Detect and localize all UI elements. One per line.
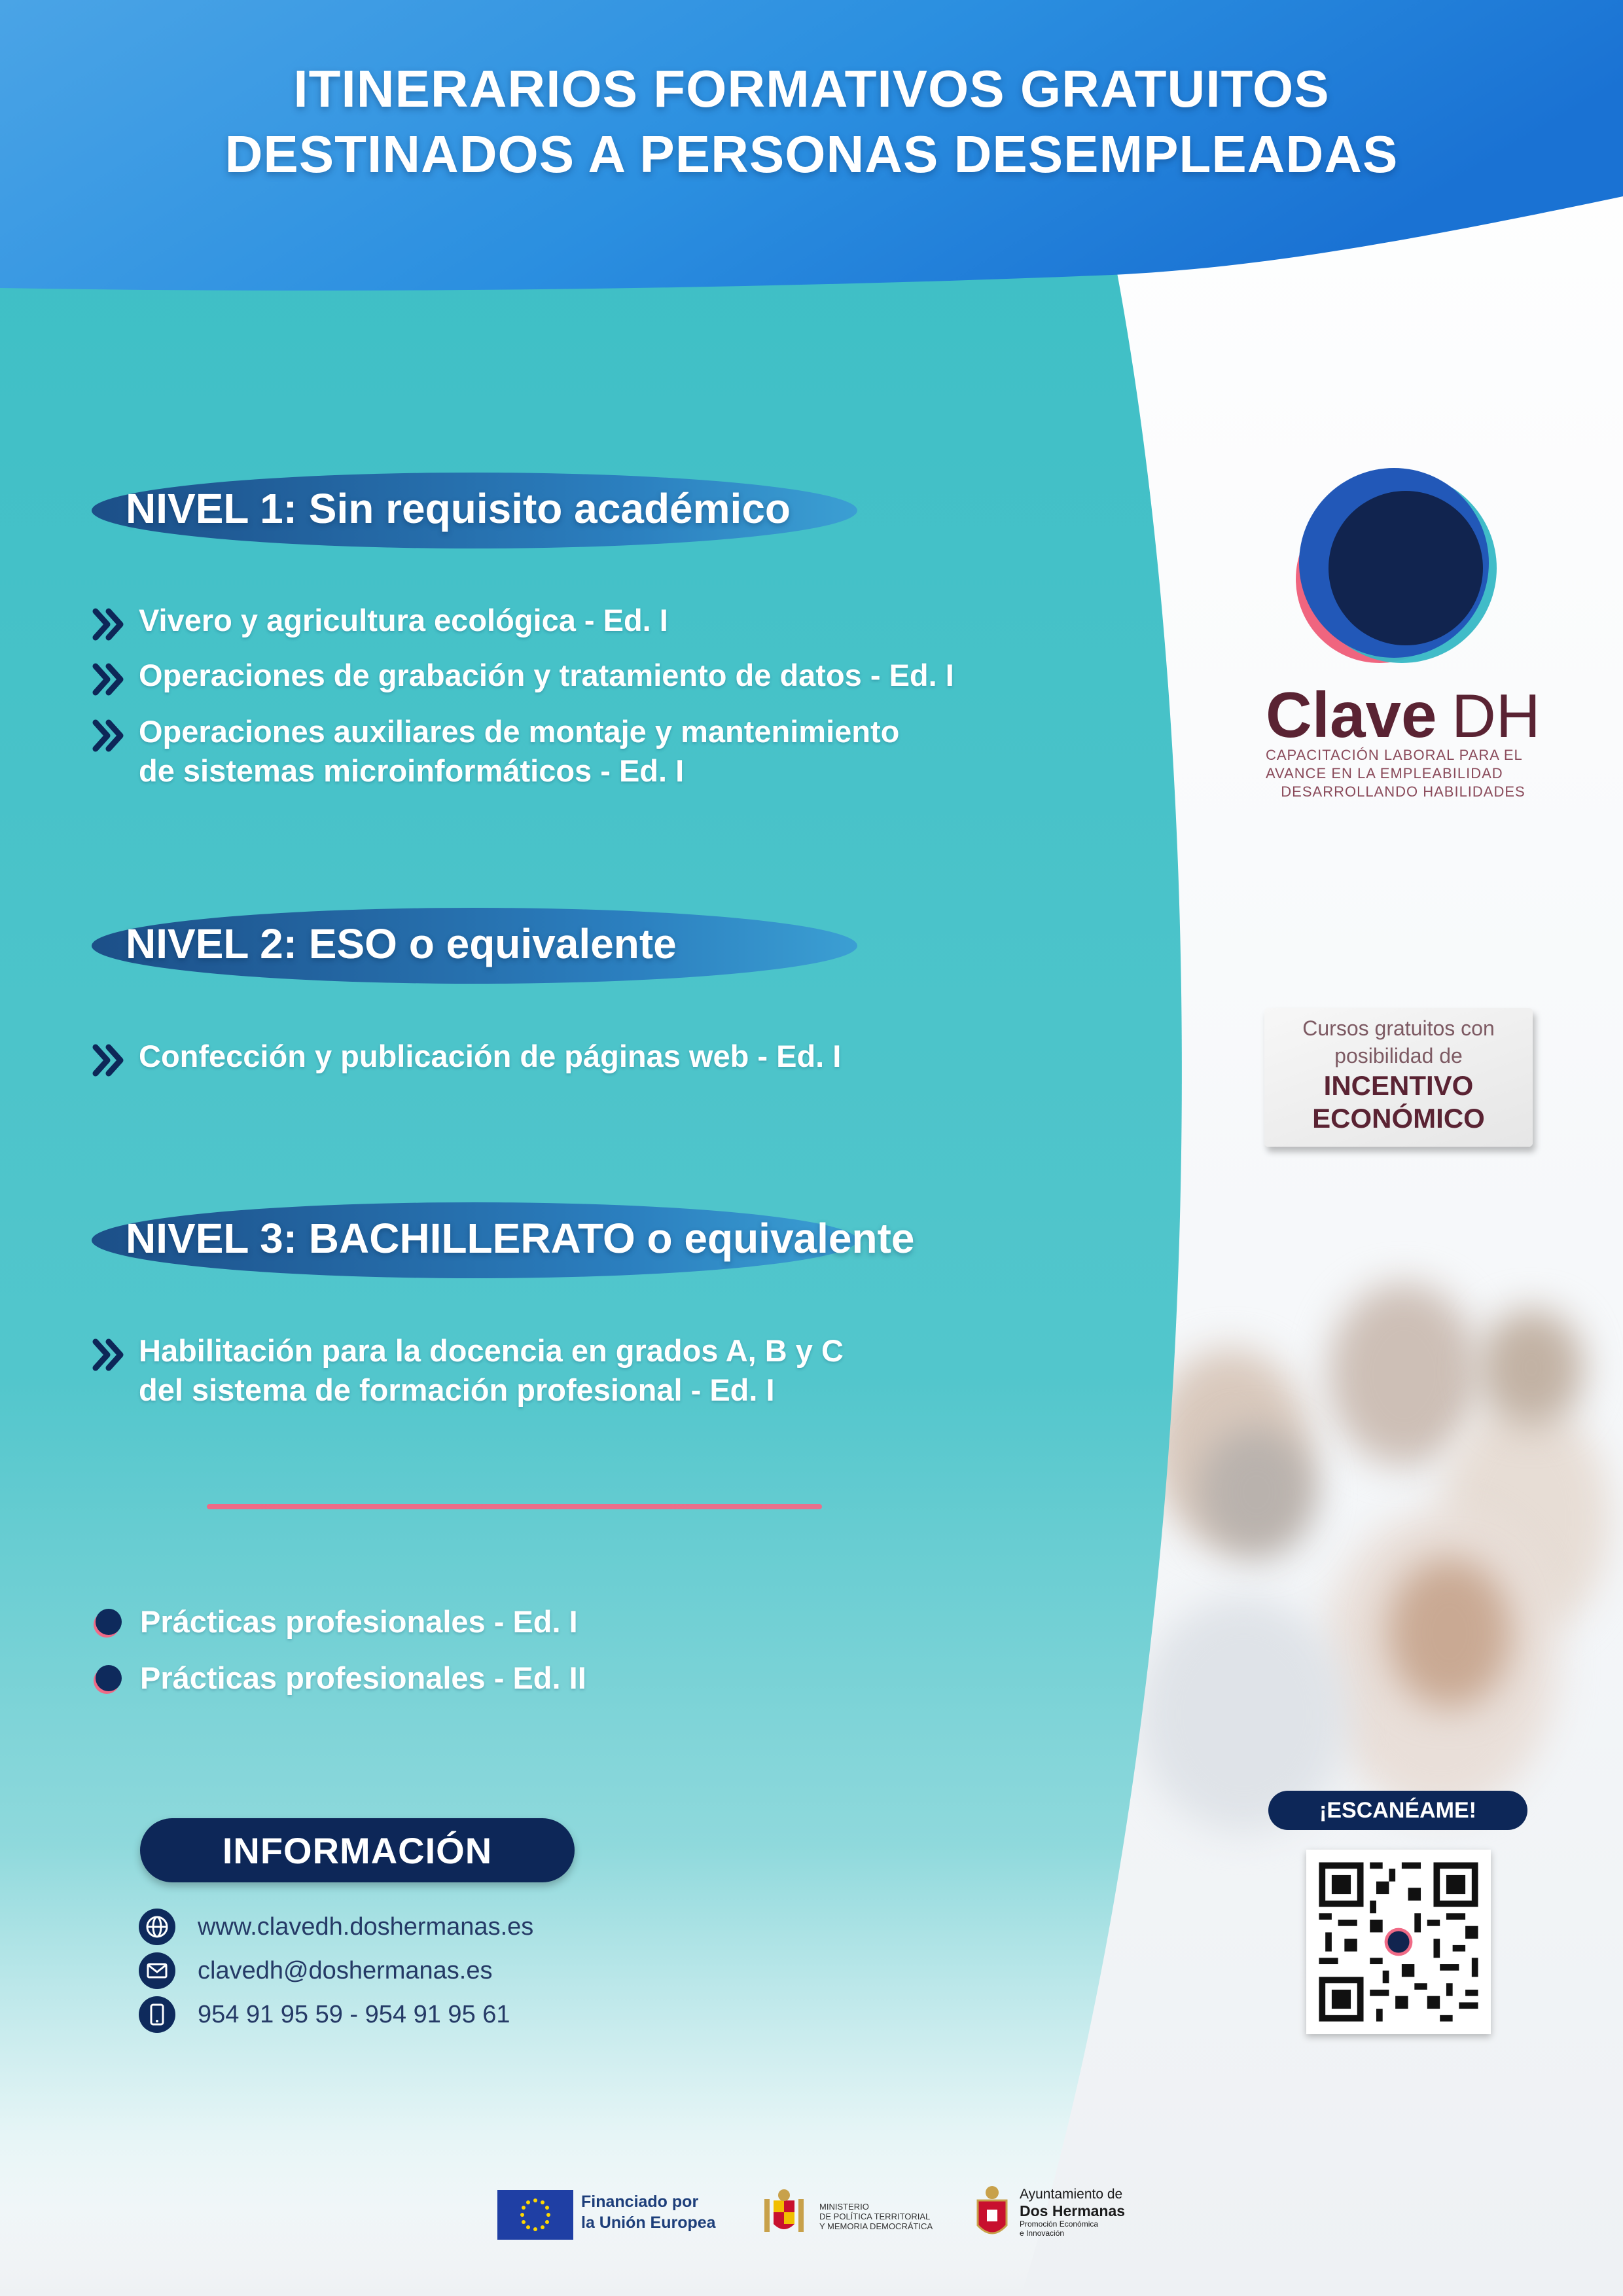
incentive-highlight: ECONÓMICO: [1312, 1103, 1485, 1134]
chevron-double-right-icon: [90, 660, 130, 699]
level-3-title: NIVEL 3: BACHILLERATO o equivalente: [126, 1215, 915, 1262]
course-name: Confección y publicación de páginas web - Ed. I: [139, 1039, 842, 1073]
dos-hermanas-shield-icon: [972, 2185, 1012, 2242]
incentive-box: [1264, 1008, 1533, 1147]
list-item: [90, 1331, 844, 1410]
incentive-highlight: INCENTIVO: [1323, 1070, 1474, 1101]
brand-tagline: [1266, 746, 1541, 801]
eu-text-line: la Unión Europea: [581, 2214, 716, 2232]
ministry-text: [819, 2202, 933, 2231]
course-name: Operaciones auxiliares de montaje y mantenimiento: [139, 714, 900, 749]
ministry-text-line: MINISTERIO: [819, 2202, 869, 2212]
website-row[interactable]: [139, 1909, 533, 1945]
title-line-1: ITINERARIOS FORMATIVOS GRATUITOS: [293, 60, 1330, 118]
list-item: [96, 1602, 578, 1641]
email-row[interactable]: [139, 1952, 493, 1989]
qr-code-pattern: [1306, 1850, 1491, 2034]
bullet-dot-icon: [96, 1609, 122, 1635]
chevron-double-right-icon: [90, 716, 130, 755]
course-name: Habilitación para la docencia en grados A, B y C: [139, 1333, 844, 1368]
brand-name-light: DH: [1451, 681, 1541, 750]
course-name: Operaciones de grabación y tratamiento de datos - Ed. I: [139, 658, 954, 692]
brand-tagline-line: DESARROLLANDO HABILIDADES: [1281, 783, 1525, 800]
ayto-text-line: Dos Hermanas: [1020, 2202, 1126, 2219]
ayto-text-line: e Innovación: [1020, 2229, 1065, 2238]
chevron-double-right-icon: [90, 605, 130, 644]
course-name-continued: de sistemas microinformáticos - Ed. I: [139, 753, 685, 788]
list-item: [90, 712, 899, 791]
brand-tagline-line: AVANCE EN LA EMPLEABILIDAD: [1266, 765, 1503, 781]
website-link[interactable]: www.clavedh.doshermanas.es: [198, 1912, 534, 1941]
ayuntamiento-text: [1020, 2186, 1125, 2238]
ayto-text-line: Promoción Económica: [1020, 2219, 1099, 2229]
chevron-double-right-icon: [90, 1335, 130, 1374]
ministry-text-line: Y MEMORIA DEMOCRÁTICA: [819, 2221, 933, 2231]
list-item: [90, 601, 668, 644]
ministry-text-line: DE POLÍTICA TERRITORIAL: [819, 2212, 931, 2221]
list-item: [90, 1037, 841, 1080]
incentive-text: Cursos gratuitos con: [1302, 1016, 1495, 1040]
email-link[interactable]: clavedh@doshermanas.es: [198, 1956, 493, 1984]
mail-icon: [139, 1952, 175, 1989]
course-name-continued: del sistema de formación profesional - Ed. I: [139, 1372, 775, 1407]
list-item: [96, 1659, 586, 1698]
phone-icon: [139, 1996, 175, 2033]
level-2-title: NIVEL 2: ESO o equivalente: [126, 920, 677, 967]
clave-dh-logo-icon: [1289, 465, 1518, 681]
ayto-text-line: Ayuntamiento de: [1020, 2187, 1123, 2202]
course-name: Vivero y agricultura ecológica - Ed. I: [139, 603, 668, 637]
chevron-double-right-icon: [90, 1041, 130, 1080]
globe-icon: [139, 1909, 175, 1945]
bullet-dot-icon: [96, 1665, 122, 1691]
eu-funding-text: [581, 2191, 716, 2233]
incentive-text: posibilidad de: [1334, 1044, 1463, 1067]
practicas-item: Prácticas profesionales - Ed. I: [140, 1604, 578, 1639]
eu-text-line: Financiado por: [581, 2193, 699, 2211]
practicas-item: Prácticas profesionales - Ed. II: [140, 1660, 586, 1695]
title-line-2: DESTINADOS A PERSONAS DESEMPLEADAS: [224, 125, 1399, 183]
scan-label: ¡ESCANÉAME!: [1268, 1791, 1527, 1830]
phone-row[interactable]: [139, 1996, 510, 2033]
information-heading: INFORMACIÓN: [140, 1818, 575, 1882]
brand-name-bold: Clave: [1266, 679, 1437, 751]
qr-code[interactable]: [1306, 1850, 1491, 2034]
list-item: [90, 656, 954, 699]
level-1-title: NIVEL 1: Sin requisito académico: [126, 485, 791, 532]
phone-number: 954 91 95 59 - 954 91 95 61: [198, 2000, 510, 2028]
brand-tagline-line: CAPACITACIÓN LABORAL PARA EL: [1266, 747, 1523, 763]
spain-coat-of-arms-icon: [759, 2187, 809, 2242]
eu-flag-icon: [497, 2190, 573, 2240]
